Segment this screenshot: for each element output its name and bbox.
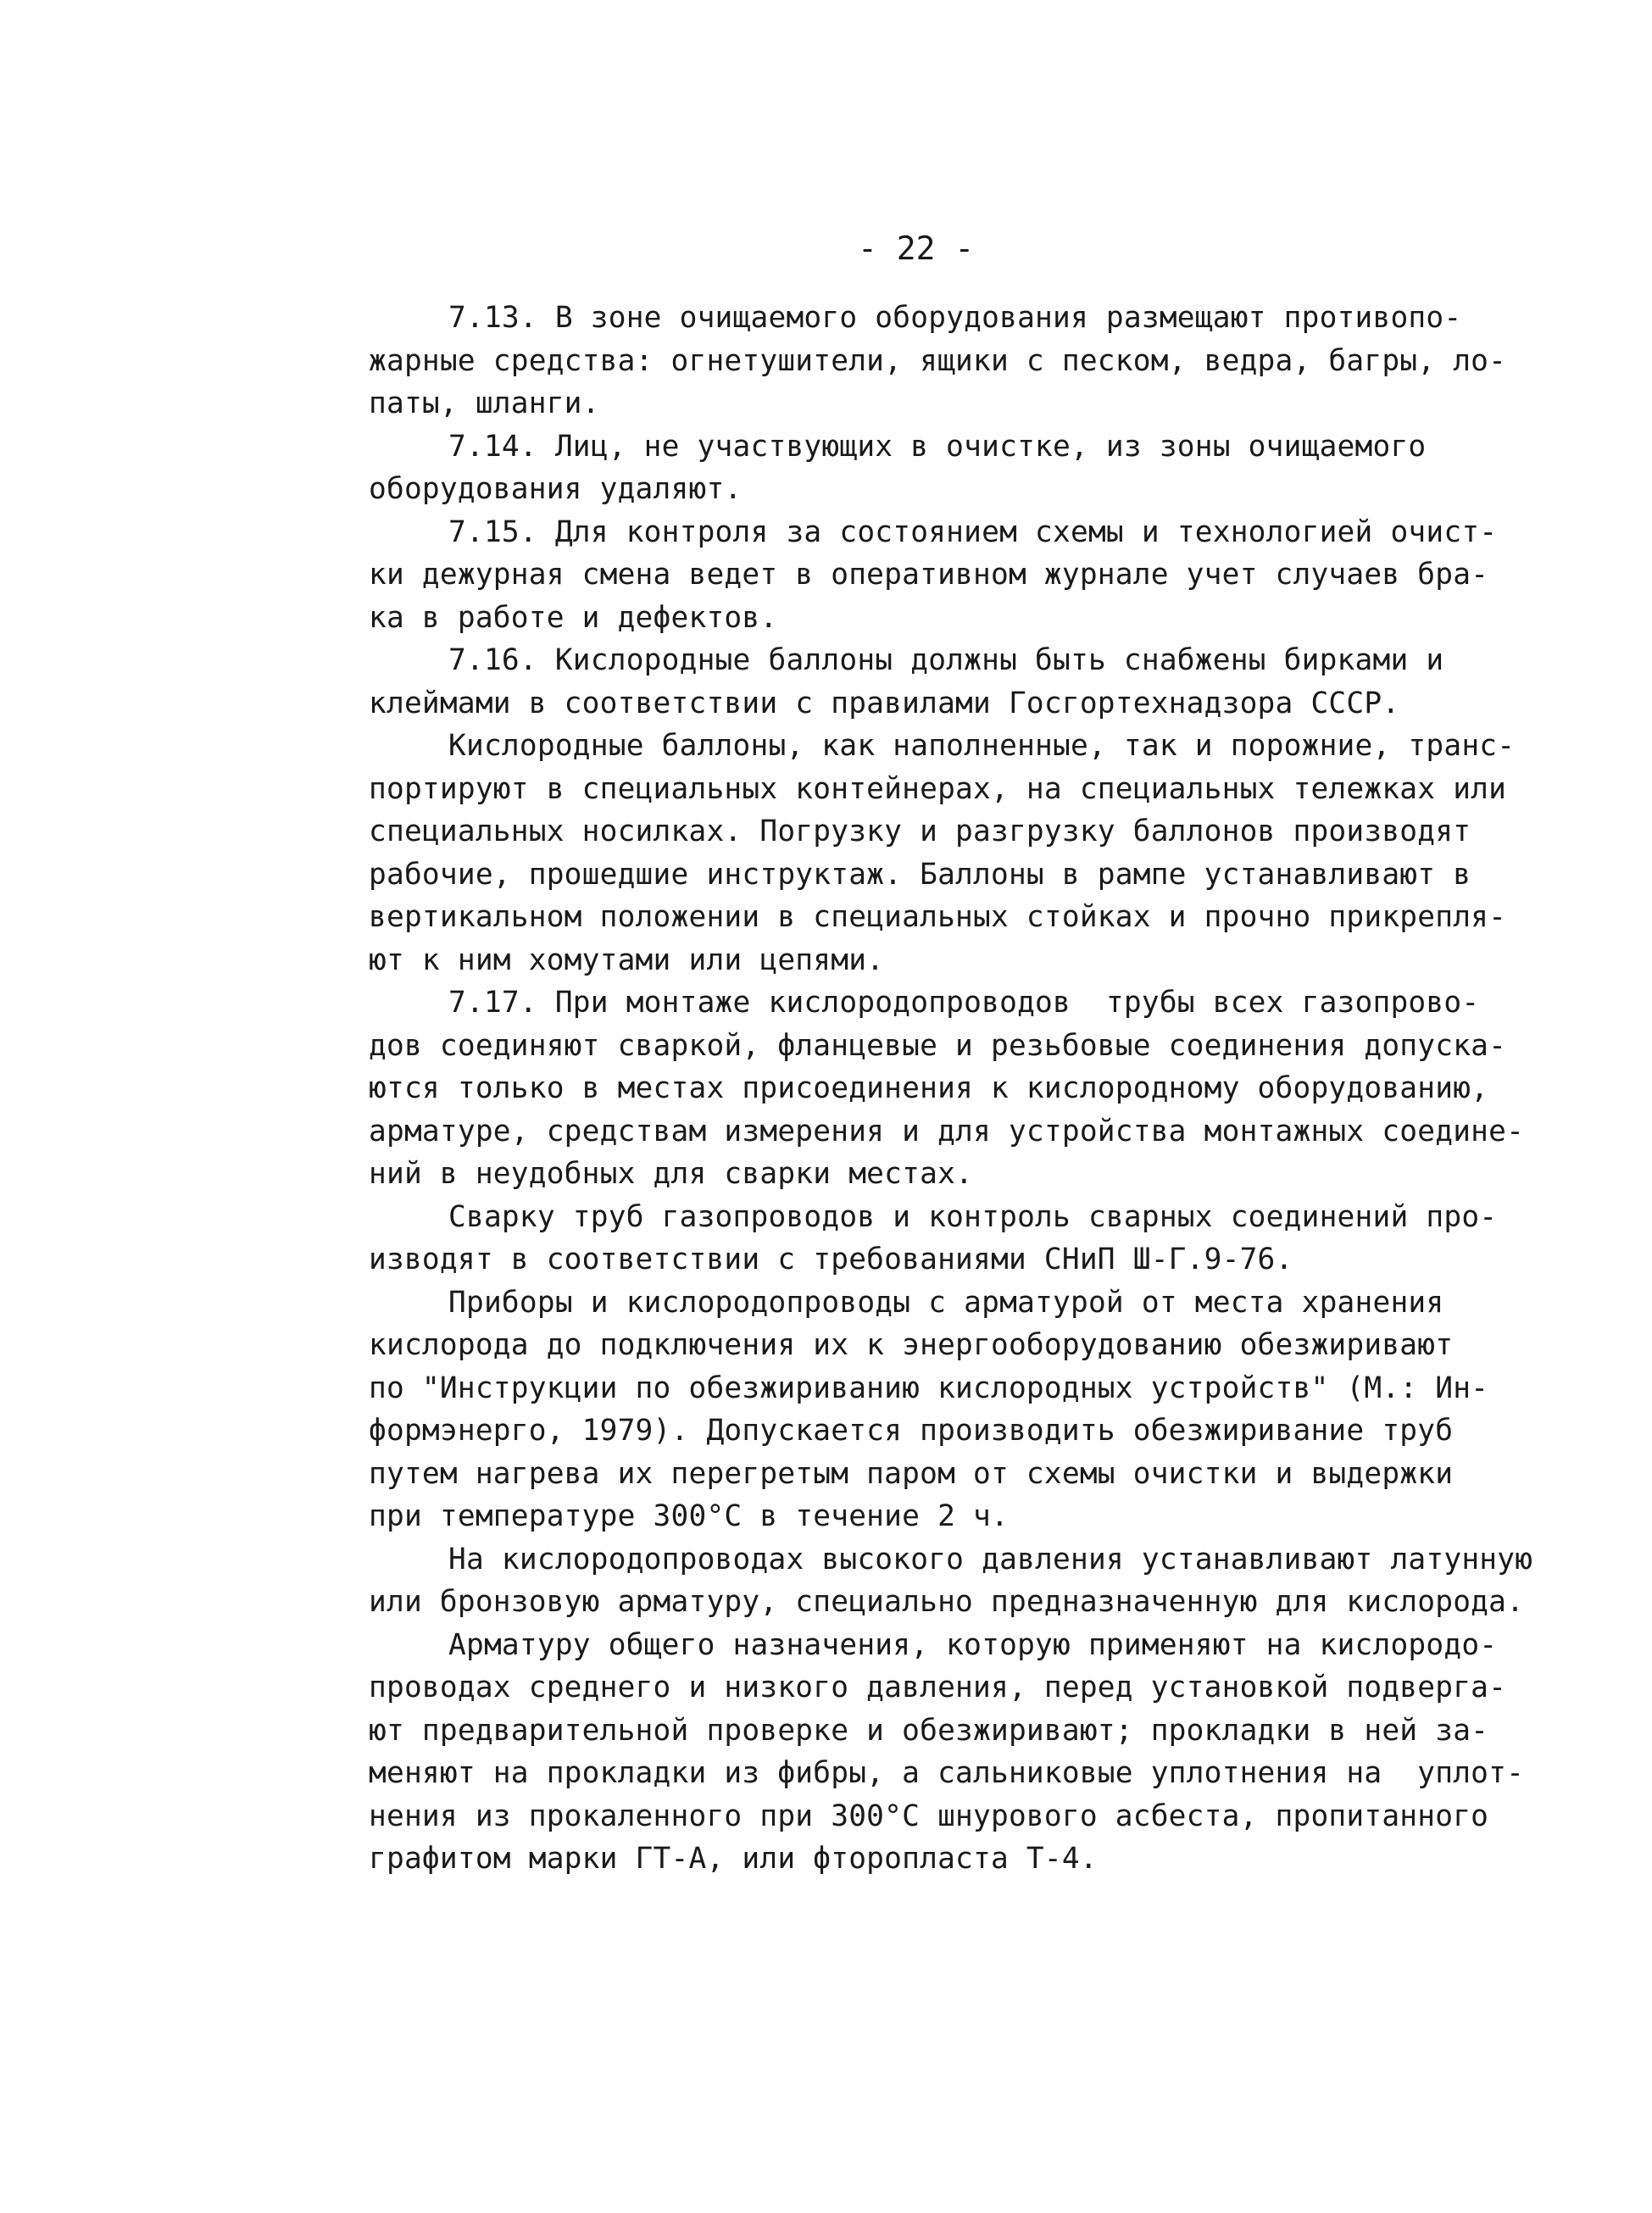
body-text (369, 297, 1533, 1881)
text-line: ка в работе и дефектов. (369, 600, 778, 635)
text-line: дов соединяют сваркой, фланцевые и резьбовые соединения допуска- (369, 1028, 1507, 1063)
text-line: проводах среднего и низкого давления, перед установкой подверга- (369, 1671, 1507, 1704)
text-line: портируют в специальных контейнерах, на специальных тележках или (369, 771, 1507, 806)
page-number: - 22 - (858, 230, 975, 267)
text-line: вертикальном положении в специальных стойках и прочно прикрепля- (369, 900, 1507, 934)
text-line: меняют на прокладки из фибры, а сальниковые уплотнения на уплот- (369, 1756, 1525, 1790)
text-line: ют к ним хомутами или цепями. (369, 942, 885, 977)
text-line: кислорода до подключения их к энергооборудованию обезжиривают (369, 1328, 1454, 1362)
text-line: при температуре 300°С в течение 2 ч. (369, 1499, 1009, 1533)
text-line: Кислородные баллоны, как наполненные, так и порожние, транс- (448, 729, 1516, 763)
text-line: ки дежурная смена ведет в оперативном журнале учет случаев бра- (369, 558, 1489, 592)
text-line: графитом марки ГТ-А, или фторопласта Т-4. (369, 1842, 1098, 1876)
text-line: паты, шланги. (369, 386, 600, 420)
text-line: клеймами в соответствии с правилами Госгортехнадзора СССР. (369, 686, 1400, 720)
text-line: Приборы и кислородопроводы с арматурой от места хранения (448, 1285, 1444, 1320)
text-line: по "Инструкции по обезжириванию кислородных устройств" (М.: Ин- (369, 1371, 1489, 1405)
text-line: специальных носилках. Погрузку и разгрузку баллонов производят (369, 815, 1471, 848)
text-line: Сварку труб газопроводов и контроль сварных соединений про- (448, 1199, 1498, 1234)
text-line: рабочие, прошедшие инструктаж. Баллоны в рампе устанавливают в (369, 857, 1471, 892)
text-line: арматуре, средствам измерения и для устройства монтажных соедине- (369, 1114, 1525, 1148)
text-line: формэнерго, 1979). Допускается производить обезжиривание труб (369, 1414, 1454, 1448)
text-line: 7.17. При монтаже кислородопроводов трубы всех газопрово- (448, 986, 1480, 1020)
text-line: ют предварительной проверке и обезжиривают; прокладки в ней за- (369, 1713, 1489, 1748)
text-line: ний в неудобных для сварки местах. (369, 1157, 974, 1191)
text-line: 7.15. Для контроля за состоянием схемы и технологией очист- (448, 514, 1498, 549)
text-line: или бронзовую арматуру, специально предназначенную для кислорода. (369, 1585, 1525, 1619)
text-line: ются только в местах присоединения к кислородному оборудованию, (369, 1071, 1489, 1105)
text-line: Арматуру общего назначения, которую применяют на кислородо- (448, 1627, 1498, 1662)
text-line: 7.16. Кислородные баллоны должны быть снабжены бирками и (448, 643, 1444, 677)
text-line: жарные средства: огнетушители, ящики с песком, ведра, багры, ло- (369, 343, 1507, 378)
text-line: путем нагрева их перегретым паром от схемы очистки и выдержки (369, 1456, 1454, 1491)
text-line: 7.13. В зоне очищаемого оборудования размещают противопо- (448, 301, 1462, 335)
text-line: изводят в соответствии с требованиями СНиП Ш-Г.9-76. (369, 1243, 1293, 1276)
text-line: оборудования удаляют. (369, 472, 743, 506)
text-line: нения из прокаленного при 300°С шнурового асбеста, пропитанного (369, 1799, 1489, 1833)
text-line: 7.14. Лиц, не участвующих в очистке, из зоны очищаемого (448, 429, 1427, 464)
text-line: На кислородопроводах высокого давления устанавливают латунную (448, 1542, 1533, 1576)
